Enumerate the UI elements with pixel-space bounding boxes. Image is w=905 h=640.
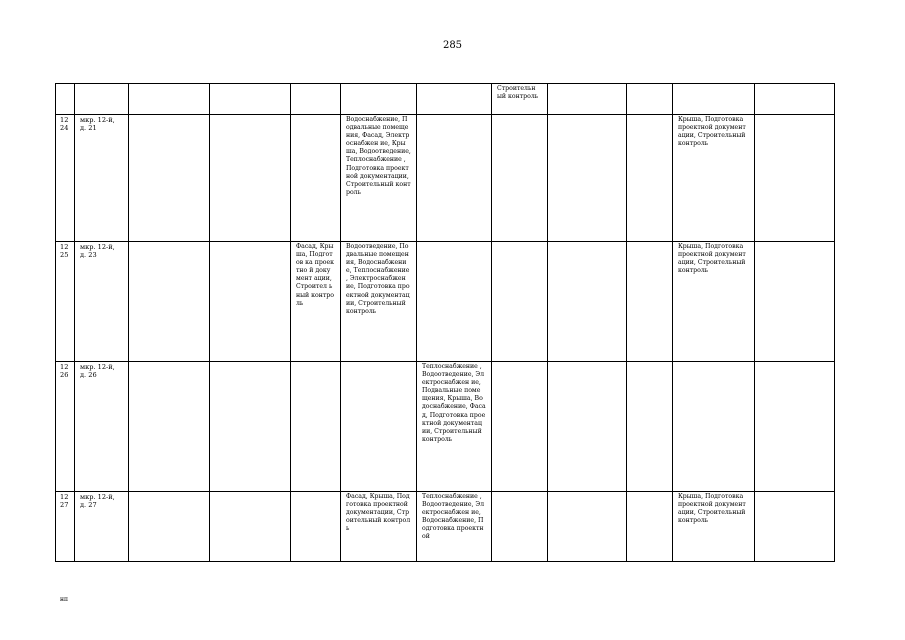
table-cell: [627, 115, 673, 242]
table-cell: [210, 242, 291, 362]
table-cell: [755, 242, 835, 362]
table-cell: [129, 84, 210, 115]
table-cell: [56, 84, 75, 115]
table-cell: [492, 362, 548, 492]
table-cell: [755, 84, 835, 115]
table-row: [56, 242, 835, 362]
table-cell: [291, 362, 341, 492]
table-cell: [755, 492, 835, 562]
table-cell: [673, 362, 755, 492]
table-cell: [417, 242, 492, 362]
table-cell: Крыша, Подготовка проектной документации, Строительный контроль: [673, 242, 755, 362]
table-cell: [210, 492, 291, 562]
table-row: [56, 115, 835, 242]
table-cell: [417, 84, 492, 115]
table-cell: [673, 84, 755, 115]
table-cell: [627, 492, 673, 562]
page-number: 285: [442, 40, 463, 51]
table-row: [56, 362, 835, 492]
table-cell: [627, 242, 673, 362]
table-cell: [291, 115, 341, 242]
table-cell: [75, 84, 129, 115]
table-cell: [129, 115, 210, 242]
footer-mark: нп: [60, 596, 68, 603]
table-cell: Крыша, Подготовка проектной документации, Строительный контроль: [673, 492, 755, 562]
address-cell: мкр. 12-й, д. 21: [75, 115, 129, 242]
table-cell: [627, 362, 673, 492]
table-cell: Водоотведение, Подвальные помещения, Водоснабжение, Теплоснабжение , Электроснабжен ие, Подготовка проектной документации, Строительный контроль: [341, 242, 417, 362]
address-cell: мкр. 12-й, д. 23: [75, 242, 129, 362]
table-cell: [129, 492, 210, 562]
row-number: 12 27: [56, 492, 75, 562]
table-cell: Крыша, Подготовка проектной документации, Строительный контроль: [673, 115, 755, 242]
table-cell: Водоснабжение, Подвальные помещения, Фасад, Электроснабжен ие, Крыша, Водоотведение, Теплоснабжение , Подготовка проектной документации, Строительный контроль: [341, 115, 417, 242]
table-cell: [210, 115, 291, 242]
row-number: 12 24: [56, 115, 75, 242]
table-row: [56, 84, 835, 115]
table-cell: [492, 242, 548, 362]
table-cell: [548, 115, 627, 242]
table-cell: [548, 362, 627, 492]
address-cell: мкр. 12-й, д. 27: [75, 492, 129, 562]
table-cell: [492, 115, 548, 242]
row-number: 12 26: [56, 362, 75, 492]
table-cell: [627, 84, 673, 115]
table-cell: [210, 84, 291, 115]
table-cell: Фасад, Крыша, Подготов ка проектно й документ ации, Строител ьный контроль: [291, 242, 341, 362]
table-row: [56, 492, 835, 562]
row-number: 12 25: [56, 242, 75, 362]
table-cell: [417, 115, 492, 242]
table-cell: Теплоснабжение , Водоотведение, Электроснабжен ие, Подвальные помещения, Крыша, Водоснабжение, Фасад, Подготовка проектной документации, Строительный контроль: [417, 362, 492, 492]
table-cell: [291, 84, 341, 115]
table-cell: [341, 84, 417, 115]
table-cell: [129, 242, 210, 362]
table-cell: [548, 242, 627, 362]
table-cell: [755, 362, 835, 492]
table-cell: [291, 492, 341, 562]
table-cell: Строительн ый контроль: [492, 84, 548, 115]
table-cell: Теплоснабжение , Водоотведение, Электроснабжен ие, Водоснабжение, Подготовка проектной: [417, 492, 492, 562]
work-schedule-table: [55, 83, 835, 562]
table-cell: [548, 84, 627, 115]
address-cell: мкр. 12-й, д. 26: [75, 362, 129, 492]
table-cell: [129, 362, 210, 492]
table-cell: [755, 115, 835, 242]
table-cell: [492, 492, 548, 562]
table-cell: [210, 362, 291, 492]
table-cell: [548, 492, 627, 562]
table-cell: [341, 362, 417, 492]
table-cell: Фасад, Крыша, Подготовка проектной документации, Строительный контроль: [341, 492, 417, 562]
